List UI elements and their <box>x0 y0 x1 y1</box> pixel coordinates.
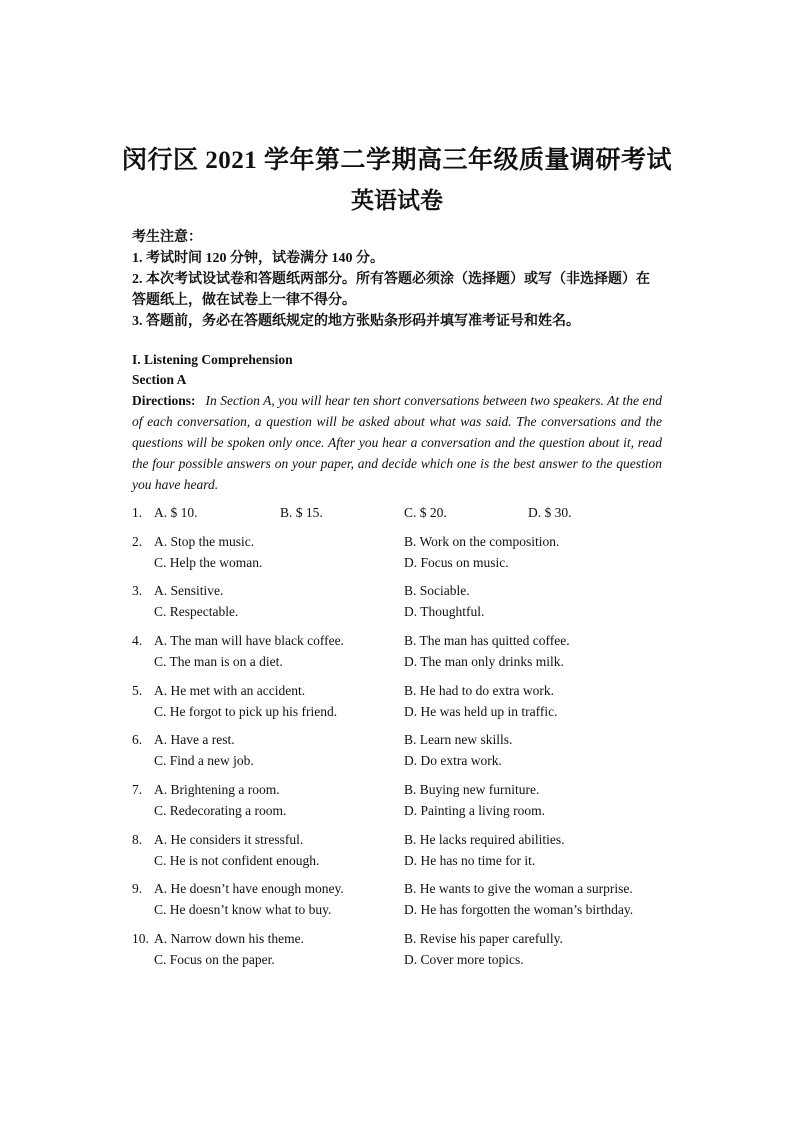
question-number: 1. <box>132 505 143 520</box>
option-c: C. Redecorating a room. <box>154 803 287 818</box>
notice-heading: 考生注意： <box>132 230 202 245</box>
option-d: D. Thoughtful. <box>404 604 485 619</box>
question-9 <box>132 881 672 923</box>
directions <box>132 390 662 495</box>
question-number: 6. <box>132 732 143 747</box>
exam-title: 闵行区 2021 学年第二学期高三年级质量调研考试 <box>121 147 672 174</box>
option-b: B. Learn new skills. <box>404 732 513 747</box>
option-d: D. $ 30. <box>528 505 572 520</box>
option-d: D. Cover more topics. <box>404 952 524 967</box>
exam-subtitle: 英语试卷 <box>351 188 443 213</box>
question-10 <box>132 931 672 973</box>
question-number: 5. <box>132 683 143 698</box>
part-heading: I. Listening Comprehension <box>132 352 293 367</box>
question-number: 9. <box>132 881 143 896</box>
option-c: C. He forgot to pick up his friend. <box>154 704 338 719</box>
notice-item: 1. 考试时间 120 分钟，试卷满分 140 分。 <box>132 251 384 266</box>
question-number: 10. <box>132 931 149 946</box>
option-b: B. He wants to give the woman a surprise. <box>404 881 633 896</box>
option-a: A. Have a rest. <box>154 732 235 747</box>
question-number: 3. <box>132 583 143 598</box>
option-b: B. He lacks required abilities. <box>404 832 565 847</box>
option-c: C. The man is on a diet. <box>154 654 283 669</box>
option-b: B. Sociable. <box>404 583 470 598</box>
directions-label: Directions: <box>132 393 196 408</box>
option-a: A. The man will have black coffee. <box>154 633 344 648</box>
question-8 <box>132 832 672 874</box>
question-5 <box>132 683 672 725</box>
question-4 <box>132 633 672 675</box>
question-7 <box>132 782 672 824</box>
option-c: C. Help the woman. <box>154 555 263 570</box>
question-2 <box>132 534 672 576</box>
option-d: D. He was held up in traffic. <box>404 704 558 719</box>
option-d: D. Focus on music. <box>404 555 509 570</box>
question-number: 2. <box>132 534 143 549</box>
option-b: B. Buying new furniture. <box>404 782 540 797</box>
question-number: 7. <box>132 782 143 797</box>
option-a: A. He met with an accident. <box>154 683 306 698</box>
option-b: B. Work on the composition. <box>404 534 560 549</box>
option-c: C. He is not confident enough. <box>154 853 320 868</box>
question-number: 8. <box>132 832 143 847</box>
option-c: C. Respectable. <box>154 604 239 619</box>
option-a: A. $ 10. <box>154 505 198 520</box>
option-a: A. Sensitive. <box>154 583 224 598</box>
option-b: B. He had to do extra work. <box>404 683 554 698</box>
section-heading: Section A <box>132 372 187 387</box>
option-c: C. Focus on the paper. <box>154 952 275 967</box>
option-d: D. Painting a living room. <box>404 803 545 818</box>
question-number: 4. <box>132 633 143 648</box>
option-a: A. He doesn’t have enough money. <box>154 881 344 896</box>
notice-item: 2. 本次考试设试卷和答题纸两部分。所有答题必须涂（选择题）或写（非选择题）在 <box>132 272 650 287</box>
notice-item: 答题纸上，做在试卷上一律不得分。 <box>132 293 356 308</box>
question-3 <box>132 583 672 625</box>
option-a: A. He considers it stressful. <box>154 832 304 847</box>
question-6 <box>132 732 672 774</box>
option-b: B. The man has quitted coffee. <box>404 633 570 648</box>
option-d: D. He has no time for it. <box>404 853 536 868</box>
option-a: A. Stop the music. <box>154 534 255 549</box>
option-d: D. Do extra work. <box>404 753 502 768</box>
option-b: B. $ 15. <box>280 505 323 520</box>
directions-text: In Section A, you will hear ten short conversations between two speakers. At the end of each conversation, a question will be asked about what was said. The conversations and the questions will be spoken only once. After you hear a conversation and the question about it, read the four possible answers on your paper, and decide which one is the best answer to the question you have heard. <box>132 393 662 492</box>
option-d: D. The man only drinks milk. <box>404 654 564 669</box>
option-c: C. He doesn’t know what to buy. <box>154 902 332 917</box>
option-b: B. Revise his paper carefully. <box>404 931 563 946</box>
option-a: A. Brightening a room. <box>154 782 280 797</box>
option-a: A. Narrow down his theme. <box>154 931 304 946</box>
notice-item: 3. 答题前，务必在答题纸规定的地方张贴条形码并填写准考证号和姓名。 <box>132 314 580 329</box>
option-c: C. Find a new job. <box>154 753 254 768</box>
option-d: D. He has forgotten the woman’s birthday. <box>404 902 634 917</box>
option-c: C. $ 20. <box>404 505 447 520</box>
